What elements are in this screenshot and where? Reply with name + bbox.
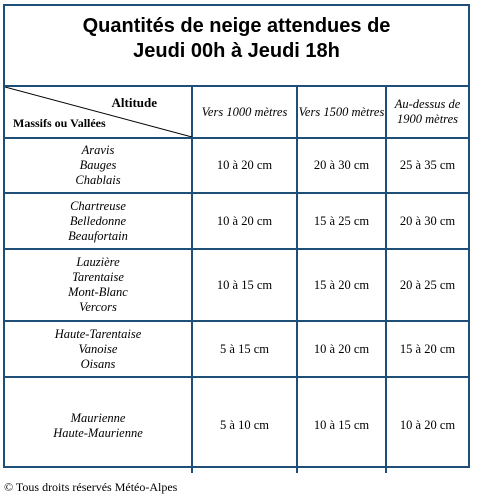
table-row: [5, 193, 468, 249]
massif-name: Chablais: [75, 173, 121, 187]
massif-name: Aravis: [81, 143, 115, 157]
forecast-title: [5, 6, 468, 85]
massif-name: Mont-Blanc: [68, 285, 128, 299]
massifs-cell: [5, 321, 192, 377]
massif-name: Vercors: [79, 300, 117, 314]
massif-name: Oisans: [80, 356, 116, 371]
snow-value-1900m: 25 à 35 cm: [386, 138, 468, 193]
massif-name: Vanoise: [78, 341, 118, 356]
massif-name: Lauzière: [76, 255, 120, 269]
snow-value-1900m: 15 à 20 cm: [386, 321, 468, 377]
title-line-2: Jeudi 00h à Jeudi 18h: [133, 40, 340, 62]
corner-header-cell: [5, 86, 192, 138]
snow-value-1000m: 10 à 20 cm: [192, 138, 297, 193]
massif-name: Maurienne: [70, 410, 126, 425]
massifs-cell: [5, 249, 192, 321]
col-header-1900m: Au-dessus de 1900 mètres: [386, 86, 468, 138]
table-row: [5, 249, 468, 321]
snow-value-1000m: 10 à 15 cm: [192, 249, 297, 321]
col-header-1500m: Vers 1500 mètres: [297, 86, 386, 138]
massifs-header: Massifs ou Vallées: [13, 116, 106, 130]
snow-table: [5, 85, 468, 473]
snow-value-1000m: 5 à 10 cm: [192, 377, 297, 473]
copyright-footer: © Tous droits réservés Météo-Alpes: [4, 480, 178, 494]
massifs-cell: [5, 138, 192, 193]
snow-value-1500m: 20 à 30 cm: [297, 138, 386, 193]
table-row: [5, 377, 468, 473]
snow-value-1900m: 20 à 30 cm: [386, 193, 468, 249]
massif-name: Haute-Tarentaise: [54, 326, 142, 341]
snow-value-1900m: 10 à 20 cm: [386, 377, 468, 473]
title-line-1: Quantités de neige attendues de: [82, 15, 391, 37]
snow-value-1500m: 15 à 25 cm: [297, 193, 386, 249]
col-header-1000m: Vers 1000 mètres: [192, 86, 297, 138]
massifs-cell: [5, 377, 192, 473]
altitude-header: Altitude: [111, 95, 157, 110]
table-row: [5, 138, 468, 193]
snow-value-1000m: 5 à 15 cm: [192, 321, 297, 377]
massif-name: Beaufortain: [68, 228, 128, 243]
snow-value-1000m: 10 à 20 cm: [192, 193, 297, 249]
header-row: [5, 86, 468, 138]
snow-value-1500m: 15 à 20 cm: [297, 249, 386, 321]
snow-forecast-frame: [3, 4, 470, 468]
table-row: [5, 321, 468, 377]
massif-name: Tarentaise: [72, 270, 124, 284]
snow-value-1500m: 10 à 20 cm: [297, 321, 386, 377]
snow-value-1500m: 10 à 15 cm: [297, 377, 386, 473]
massif-name: Belledonne: [69, 213, 127, 228]
snow-value-1900m: 20 à 25 cm: [386, 249, 468, 321]
massif-name: Haute-Maurienne: [53, 425, 143, 440]
massifs-cell: [5, 193, 192, 249]
massif-name: Chartreuse: [70, 198, 126, 213]
massif-name: Bauges: [79, 158, 117, 172]
